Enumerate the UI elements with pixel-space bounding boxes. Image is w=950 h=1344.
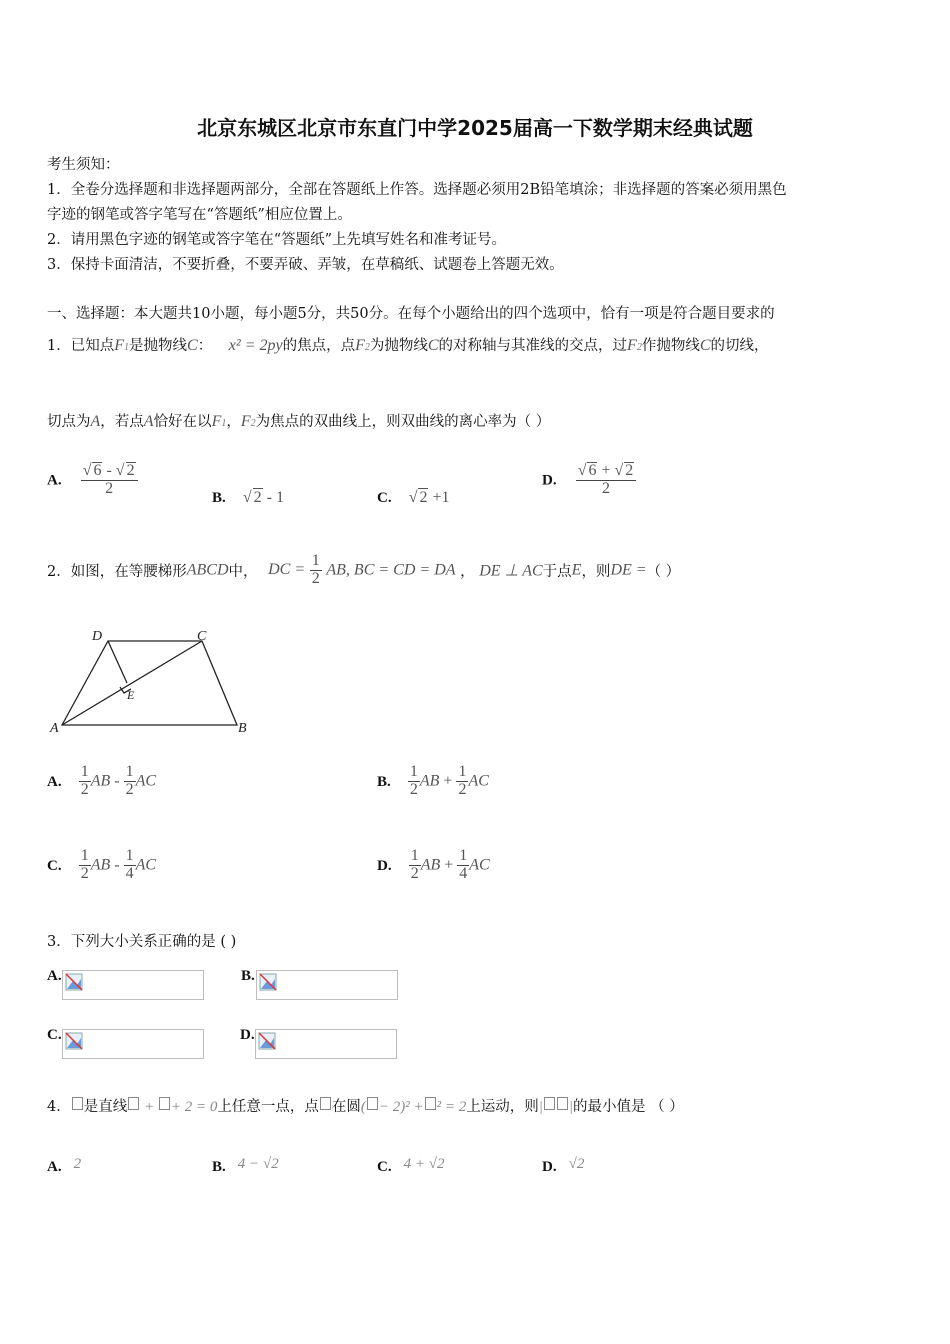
q2-option-a[interactable]: A. $\frac{1}{2}$ AB - $\frac{1}{2}$ AC — [47, 763, 157, 798]
notice-item-3: 3．保持卡面清洁，不要折叠，不要弄破、弄皱，在草稿纸、试题卷上答题无效。 — [47, 257, 564, 273]
q3-option-c-label[interactable]: C. — [47, 1027, 62, 1043]
notice-item-1-cont: 字迹的钢笔或答字笔写在“答题纸”相应位置上。 — [47, 207, 352, 223]
segment-de — [108, 641, 127, 683]
label-c: C — [197, 629, 207, 644]
q4-option-b[interactable]: B. 4 − √2 — [212, 1156, 279, 1175]
q4-option-c[interactable]: C. 4 + √2 — [377, 1156, 445, 1175]
trapezoid-figure — [45, 628, 260, 740]
q1-option-b[interactable]: B. √ 2 - 1 — [212, 489, 284, 506]
q3-option-d-label[interactable]: D. — [240, 1027, 255, 1043]
diagonal-ac — [62, 641, 202, 725]
q3-option-c-image[interactable] — [62, 1029, 204, 1059]
q1-option-a[interactable]: A. $\frac{√ 6 - √ 2}{2}$ — [47, 462, 138, 498]
question-4: 4． 是直线 + + 2 = 0上任意一点，点 在圆( − 2)² + ² = 2上运动，则| |的最小值是 （ ） — [47, 1099, 684, 1115]
question-2: 2．如图，在等腰梯形ABCD中， DC = $\frac{1}{2}$ AB, BC = CD = DA ， DE ⊥ AC于点E，则DE =（ ） — [47, 552, 681, 587]
label-b: B — [238, 721, 247, 736]
trapezoid-outline — [62, 641, 237, 725]
q2-option-b[interactable]: B. $\frac{1}{2}$ AB + $\frac{1}{2}$ AC — [377, 763, 489, 798]
q2-option-c[interactable]: C. $\frac{1}{2}$ AB - $\frac{1}{4}$ AC — [47, 847, 157, 882]
broken-image-icon — [259, 973, 277, 991]
q4-option-d[interactable]: D. √2 — [542, 1156, 585, 1175]
question-1-cont: 切点为A，若点A恰好在以F1，F2为焦点的双曲线上，则双曲线的离心率为（ ） — [47, 413, 551, 430]
q3-option-a-image[interactable] — [62, 970, 204, 1000]
broken-image-icon — [65, 973, 83, 991]
label-a: A — [50, 721, 59, 736]
q3-option-b-label[interactable]: B. — [241, 968, 255, 984]
notice-heading: 考生须知： — [47, 157, 120, 173]
q3-option-d-image[interactable] — [255, 1029, 397, 1059]
q3-option-b-image[interactable] — [256, 970, 398, 1000]
q4-option-a[interactable]: A. 2 — [47, 1156, 82, 1175]
q1-option-d[interactable]: D. $\frac{√ 6 + √ 2}{2}$ — [542, 462, 636, 498]
question-1: 1．已知点F1是抛物线C： x² = 2py的焦点，点F2为抛物线C的对称轴与其准线的交点，过F2作抛物线C的切线， — [47, 337, 769, 354]
broken-image-icon — [65, 1032, 83, 1050]
page-title: 北京东城区北京市东直门中学2025届高一下数学期末经典试题 — [197, 116, 753, 140]
broken-image-icon — [258, 1032, 276, 1050]
label-d: D — [92, 629, 103, 644]
notice-item-1: 1．全卷分选择题和非选择题两部分，全部在答题纸上作答。选择题必须用2B铅笔填涂；非选择题的答案必须用黑色 — [47, 182, 787, 198]
notice-item-2: 2．请用黑色字迹的钢笔或答字笔在“答题纸”上先填写姓名和准考证号。 — [47, 232, 507, 248]
section-heading: 一、选择题：本大题共10小题，每小题5分，共50分。在每个小题给出的四个选项中，恰有一项是符合题目要求的 — [47, 306, 775, 322]
label-e: E — [127, 688, 135, 702]
q1-equation: x² = 2py — [228, 337, 283, 354]
q2-option-d[interactable]: D. $\frac{1}{2}$ AB + $\frac{1}{4}$ AC — [377, 847, 490, 882]
q1-option-c[interactable]: C. √ 2 +1 — [377, 489, 450, 506]
q3-option-a-label[interactable]: A. — [47, 968, 62, 984]
question-3: 3．下列大小关系正确的是 ( ) — [47, 934, 237, 950]
